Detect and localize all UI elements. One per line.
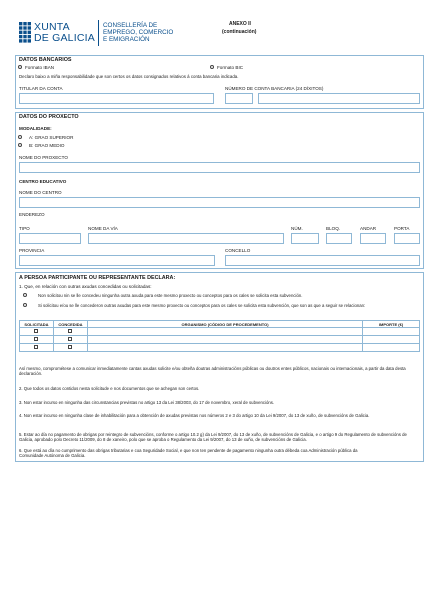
organism-cell[interactable] — [87, 328, 362, 336]
col-granted: CONCEDIDA — [53, 321, 87, 328]
iban-input[interactable] — [225, 93, 253, 104]
amount-cell[interactable] — [363, 328, 420, 336]
floor-label: ANDAR — [360, 226, 377, 231]
granted-checkbox[interactable] — [68, 345, 72, 349]
street-input[interactable] — [88, 233, 284, 244]
table-row — [20, 328, 420, 336]
account-number-input[interactable] — [258, 93, 420, 104]
annex-subtitle: (continuación) — [222, 29, 257, 35]
project-section — [15, 112, 424, 269]
declaration-item-6: 6. Que está ao día no cumprimento das obrigas tributarias e coa Seguridade Social, e que non ten pendente de pagamento ningunha outra débeda coa Administración pública da Comunidade Autónoma de Galicia. — [19, 448, 358, 459]
account-holder-input[interactable] — [19, 93, 214, 104]
street-label: NOME DA VÍA — [88, 226, 118, 231]
aid-table-header — [20, 321, 420, 328]
aid-table — [19, 320, 420, 352]
org-name: XUNTA DE GALICIA — [34, 21, 95, 44]
no-other-aid-radio[interactable] — [23, 293, 27, 297]
type-label: TIPO — [19, 226, 30, 231]
xunta-logo-icon — [19, 22, 31, 44]
type-input[interactable] — [19, 233, 81, 244]
floor-input[interactable] — [360, 233, 386, 244]
iban-format-label: Formato IBAN — [25, 65, 55, 70]
province-input[interactable] — [19, 255, 215, 266]
other-aid-label: Si solicitou e/ou se lle concederon outras axudas para este mesmo proxecto ou conceptos para os cales se solicita esta subvención, que son as que a seguir se relacionan: — [38, 303, 366, 308]
project-section-title: DATOS DO PROXECTO — [19, 114, 79, 120]
amount-cell[interactable] — [363, 336, 420, 344]
granted-checkbox[interactable] — [68, 329, 72, 333]
declaration-item-1: 1. Que, en relación con outras axudas concedidas ou solicitadas: — [19, 284, 152, 289]
col-amount: IMPORTE (€) — [363, 321, 420, 328]
council-label: CONCELLO — [225, 248, 251, 253]
organism-cell[interactable] — [87, 336, 362, 344]
organism-cell[interactable] — [87, 344, 362, 352]
modality-b-label: B: GRAO MEDIO — [29, 143, 65, 148]
account-number-label: NÚMERO DE CONTA BANCARIA (24 DÍXITOS) — [225, 86, 324, 91]
bic-format-radio[interactable] — [210, 65, 214, 69]
province-label: PROVINCIA — [19, 248, 45, 253]
door-label: PORTA — [394, 226, 410, 231]
no-other-aid-label: Non solicitou nin se lle concedeu ningunha outra axuda para este mesmo proxecto ou conceptos para os cales se solicita esta subvención. — [38, 293, 303, 298]
declaration-item-3: 3. Non estar incurso en ningunha das circunstancias previstas no artigo 13 da Lei 38/2003, do 17 de novembro, xeral de subvencións. — [19, 400, 275, 405]
address-label: ENDEREZO — [19, 212, 45, 217]
center-name-input[interactable] — [19, 197, 420, 208]
bank-section-title: DATOS BANCARIOS — [19, 57, 72, 63]
account-holder-label: TITULAR DA CONTA — [19, 86, 63, 91]
block-input[interactable] — [326, 233, 352, 244]
center-name-label: NOME DO CENTRO — [19, 190, 62, 195]
council-input[interactable] — [225, 255, 420, 266]
requested-checkbox[interactable] — [34, 345, 38, 349]
commitment-text: Así mesmo, comprométese a comunicar inmediatamente cantas axudas solicite e/ou obteña doutras administracións públicas ou doutros entes públicos, nacionais ou internacionais, a partir da data desta declaración. — [19, 366, 406, 377]
modality-a-radio[interactable] — [18, 135, 22, 139]
declaration-title: A PERSOA PARTICIPANTE OU REPRESENTANTE DECLARA: — [19, 275, 176, 281]
educational-center-label: CENTRO EDUCATIVO — [19, 179, 67, 184]
granted-checkbox[interactable] — [68, 337, 72, 341]
number-input[interactable] — [291, 233, 319, 244]
col-requested: SOLICITADA — [20, 321, 54, 328]
table-row — [20, 344, 420, 352]
iban-format-radio[interactable] — [18, 65, 22, 69]
door-input[interactable] — [394, 233, 420, 244]
number-label: NÚM. — [291, 226, 303, 231]
declaration-item-2: 2. Que todos os datos contidos nesta solicitude e nos documentos que se achegan son certos. — [19, 386, 200, 391]
requested-checkbox[interactable] — [34, 337, 38, 341]
declaration-item-4: 4. Non estar incurso en ningunha clase de inhabilitación para a obtención de axudas previstas nos números 2 e 3 do artigo 10 da Lei 9/2007, do 13 de xuño, de subvencións de Galicia. — [19, 413, 370, 418]
requested-checkbox[interactable] — [34, 329, 38, 333]
bic-format-label: Formato BIC — [217, 65, 244, 70]
table-row — [20, 336, 420, 344]
block-label: BLOQ. — [326, 226, 341, 231]
project-name-input[interactable] — [19, 162, 420, 173]
other-aid-radio[interactable] — [23, 303, 27, 307]
project-name-label: NOME DO PROXECTO — [19, 155, 68, 160]
amount-cell[interactable] — [363, 344, 420, 352]
modality-label: MODALIDADE: — [19, 126, 52, 131]
bank-declaration: Declaro baixo a miña responsabilidade que son certos os datos consignados relativos á conta bancaria indicada. — [19, 74, 239, 79]
modality-b-radio[interactable] — [18, 143, 22, 147]
annex-title: ANEXO II — [229, 21, 251, 27]
header-divider — [98, 20, 99, 46]
department-name: CONSELLERÍA DE EMPREGO, COMERCIO E EMIGRACIÓN — [103, 22, 174, 43]
modality-a-label: A: GRAO SUPERIOR — [29, 135, 74, 140]
declaration-item-5: 5. Estar ao día no pagamento de obrigas por reintegro de subvencións, conforme o artigo 10.2 g) da Lei 9/2007, do 13 de xuño, de subvencións de Galicia, e o artigo 9 do Regulamento de subvencións de Galicia, aprobado polo Decreto 11/2009, do 8 de xaneiro, polo que se aproba o Regulamento da Lei 9/2007, do 13 de xuño, de subvencións de Galicia. — [19, 432, 407, 443]
col-organism: ORGANISMO (CÓDIGO DE PROCEDEMENTO) — [87, 321, 362, 328]
